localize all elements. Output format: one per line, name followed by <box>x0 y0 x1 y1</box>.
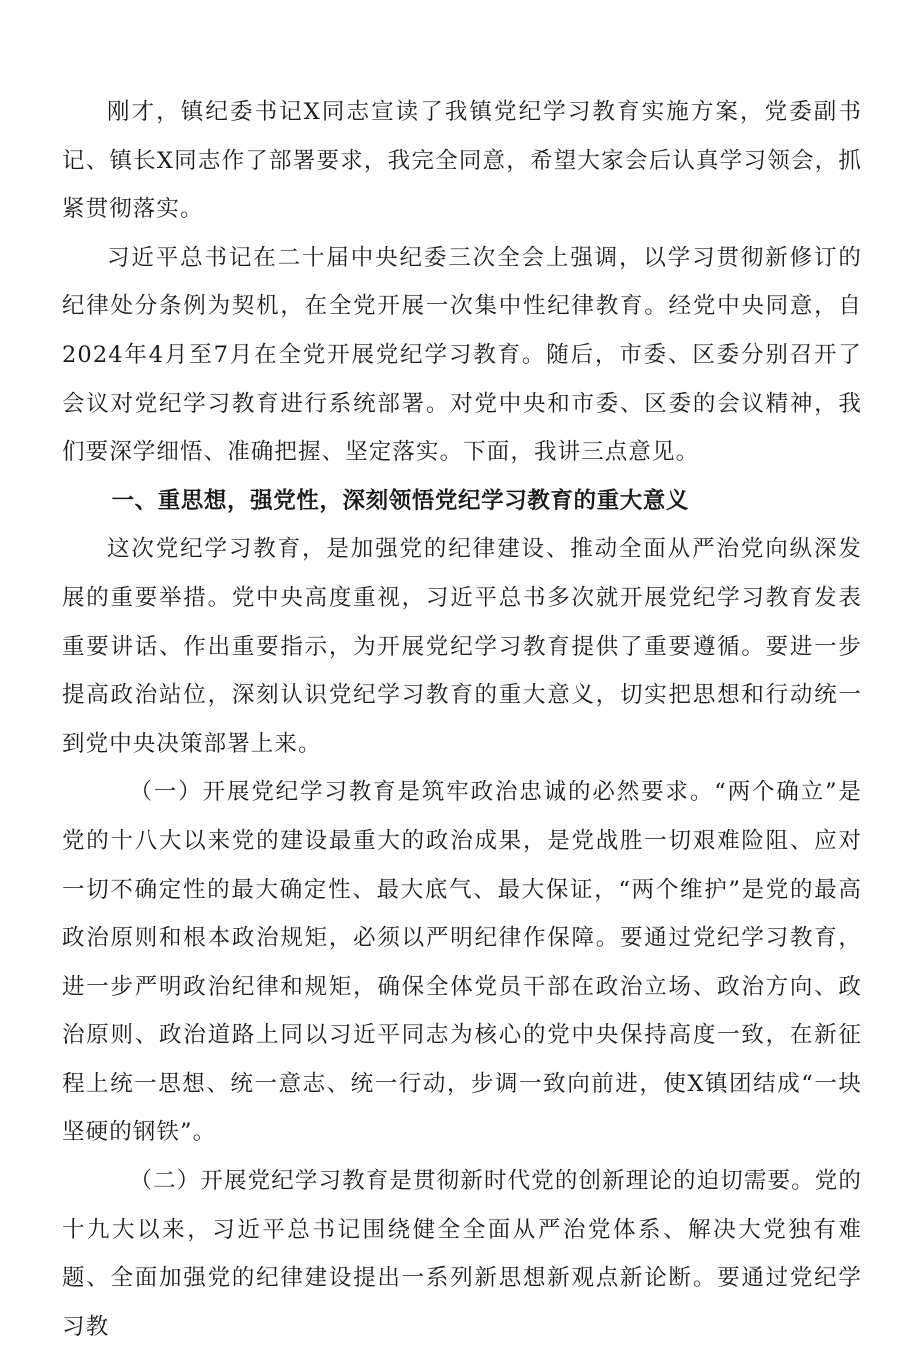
section-1-intro: 这次党纪学习教育，是加强党的纪律建设、推动全面从严治党向纵深发展的重要举措。党中央高度重视，习近平总书多次就开展党纪学习教育发表重要讲话、作出重要指示，为开展党纪学习教育提供了重要遵循。要进一步提高政治站位，深刻认识党纪学习教育的重大意义，切实把思想和行动统一到党中央决策部署上来。 <box>62 536 862 757</box>
document-page <box>62 88 862 1351</box>
section-1-heading: 一、重思想，强党性，深刻领悟党纪学习教育的重大意义 <box>111 487 690 514</box>
background-paragraph: 习近平总书记在二十届中央纪委三次全会上强调，以学习贯彻新修订的纪律处分条例为契机，在全党开展一次集中性纪律教育。经党中央同意，自2024年4月至7月在全党开展党纪学习教育。随后，市委、区委分别召开了会议对党纪学习教育进行系统部署。对党中央和市委、区委的会议精神，我们要深学细悟、准确把握、坚定落实。下面，我讲三点意见。 <box>62 244 862 466</box>
section-1-point-1: （一）开展党纪学习教育是筑牢政治忠诚的必然要求。“两个确立”是党的十八大以来党的建设最重大的政治成果，是党战胜一切艰难险阻、应对一切不确定性的最大确定性、最大底气、最大保证，“两个维护”是党的最高政治原则和根本政治规矩，必须以严明纪律作保障。要通过党纪学习教育，进一步严明政治纪律和规矩，确保全体党员干部在政治立场、政治方向、政治原则、政治道路上同以习近平同志为核心的党中央保持高度一致，在新征程上统一思想、统一意志、统一行动，步调一致向前进，使X镇团结成“一块坚硬的钢铁”。 <box>62 779 862 1146</box>
section-1-point-2: （二）开展党纪学习教育是贯彻新时代党的创新理论的迫切需要。党的十九大以来，习近平总书记围绕健全全面从严治党体系、解决大党独有难题、全面加强党的纪律建设提出一系列新思想新观点新论断。要通过党纪学习教 <box>62 1168 862 1340</box>
opening-paragraph: 刚才，镇纪委书记X同志宣读了我镇党纪学习教育实施方案，党委副书记、镇长X同志作了部署要求，我完全同意，希望大家会后认真学习领会，抓紧贯彻落实。 <box>62 99 862 223</box>
